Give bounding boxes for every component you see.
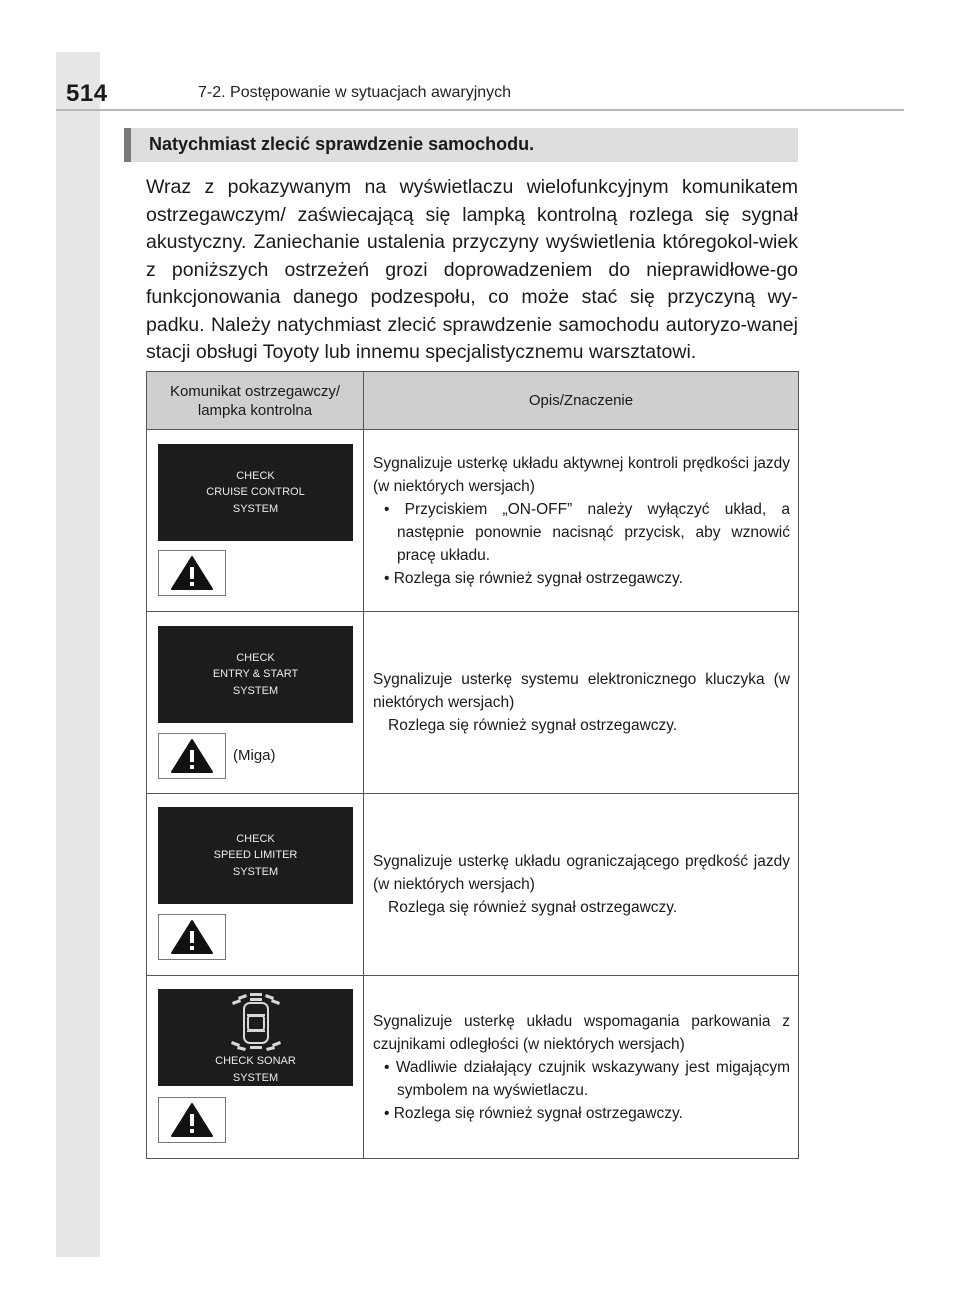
warning-lamp: [158, 914, 226, 960]
table-row: [147, 612, 799, 794]
description-bullet: • Wadliwie działający czujnik wskazywany jest migającym symbolem na wyświetlaczu.: [384, 1058, 790, 1099]
warning-table: [146, 371, 799, 1159]
description-cell: [364, 976, 799, 1159]
section-title: Natychmiast zlecić sprawdzenie samochodu.: [149, 134, 535, 154]
display-message-screen: [158, 626, 353, 723]
screen-line: ENTRY & START: [212, 668, 299, 681]
header-divider: [56, 109, 904, 111]
warning-triangle-icon: [170, 919, 214, 955]
section-heading-bar: [124, 128, 798, 162]
column-header-message: Komunikat ostrzegawczy/ lampka kontrolna: [147, 372, 364, 430]
table-header-row: [147, 372, 799, 430]
message-cell: [147, 976, 364, 1159]
page-side-band: [56, 52, 100, 1257]
warning-lamp: [158, 550, 226, 596]
screen-line: CHECK: [236, 651, 275, 664]
warning-triangle-icon: [170, 1102, 214, 1138]
screen-line: CHECK: [236, 832, 275, 845]
message-cell: [147, 612, 364, 794]
description-note: Rozlega się również sygnał ostrzegawczy.: [388, 899, 678, 916]
display-message-screen: [158, 989, 353, 1086]
car-sonar-sensors-icon: [216, 991, 296, 1053]
display-message-screen: [158, 444, 353, 541]
intro-paragraph: Wraz z pokazywanym na wyświetlaczu wielofunkcyjnym komunikatem ostrzegawczym/ zaświecającą się lampką kontrolną rozlega się sygnał akustyczny. Zaniechanie ustalenia przyczyny wyświetlenia któregokol-wiek z poniższych ostrzeżeń grozi doprowadzeniem do nieprawidłowe-go funkcjonowania danego podzespołu, co może stać się przyczyną wy-padku. Należy natychmiast zlecić sprawdzenie samochodu autoryzo-wanej stacji obsługi Toyoty lub innemu specjalistycznemu warsztatowi.: [146, 176, 798, 363]
warning-lamp: [158, 733, 226, 779]
screen-line: CHECK: [236, 469, 275, 482]
screen-line: CHECK SONAR: [215, 1055, 296, 1067]
description-cell: [364, 794, 799, 976]
page-number: 514: [66, 80, 108, 107]
table-row: [147, 430, 799, 612]
warning-triangle-icon: [170, 738, 214, 774]
lamp-note: (Miga): [233, 747, 276, 764]
description-text: Sygnalizuje usterkę układu wspomagania parkowania z czujnikami odległości (w niektórych wersjach): [373, 1012, 790, 1053]
description-bullet: • Przyciskiem „ON-OFF” należy wyłączyć układ, a następnie ponownie nacisnąć przycisk, aby wznowić pracę układu.: [384, 500, 790, 564]
description-text: Sygnalizuje usterkę systemu elektronicznego kluczyka (w niektórych wersjach): [373, 671, 790, 711]
screen-line: SYSTEM: [232, 502, 279, 515]
warning-triangle-icon: [170, 555, 214, 591]
description-bullet: • Rozlega się również sygnał ostrzegawczy.: [384, 569, 683, 587]
message-cell: [147, 794, 364, 976]
message-cell: [147, 430, 364, 612]
screen-line: SYSTEM: [232, 684, 279, 697]
table-row: [147, 976, 799, 1159]
description-text: Sygnalizuje usterkę układu ograniczającego prędkość jazdy (w niektórych wersjach): [373, 853, 790, 893]
description-cell: [364, 612, 799, 794]
description-note: Rozlega się również sygnał ostrzegawczy.: [388, 717, 678, 734]
description-cell: [364, 430, 799, 612]
screen-line: CRUISE CONTROL: [206, 486, 305, 499]
column-header-description: Opis/Znaczenie: [364, 372, 799, 430]
warning-lamp: [158, 1097, 226, 1143]
screen-line: SPEED LIMITER: [213, 849, 298, 862]
chapter-title: 7-2. Postępowanie w sytuacjach awaryjnych: [198, 84, 512, 101]
screen-line: SYSTEM: [232, 1071, 279, 1084]
description-text: Sygnalizuje usterkę układu aktywnej kontroli prędkości jazdy (w niektórych wersjach): [373, 454, 790, 495]
description-bullet: • Rozlega się również sygnał ostrzegawczy.: [384, 1104, 683, 1122]
screen-line: SYSTEM: [232, 865, 279, 878]
table-row: [147, 794, 799, 976]
display-message-screen: [158, 807, 353, 904]
